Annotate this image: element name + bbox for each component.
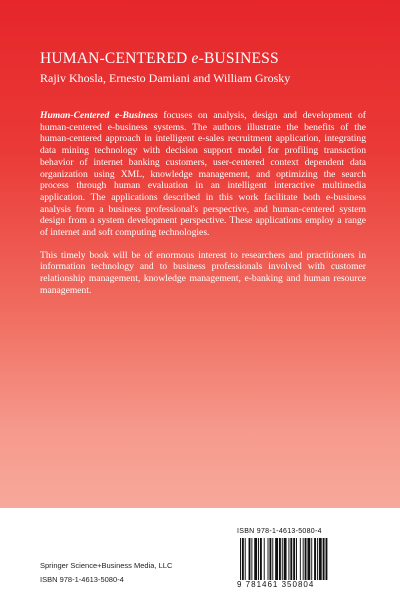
barcode-icon [238,538,358,580]
description-paragraph-2: This timely book will be of enormous interest to researchers and practitioners in information technology and to business professionals involved with customer relationship management, knowledge management, e-banking and human resource management. [40,249,366,296]
description-paragraph-1 [40,110,366,239]
isbn-label: ISBN 978-1-4613-5080-4 [40,575,124,584]
description-paragraph-1-text: focuses on analysis, design and development of human-centered e-business systems. The authors illustrate the benefits of the human-centered approach in intelligent e-sales recruitment application, integrating data mining technology with decision support model for profiling transaction behavior of internet banking customers, user-centered context dependent data organization using XML, knowledge management, and optimizing the search process through human evaluation in an intelligent interactive multimedia application. The applications described in this work facilitate both e-business analysis from a business professional's perspective, and human-centered system design from a system development perspective. These applications employ a range of internet and soft computing technologies. [40,110,366,239]
book-title [40,50,279,68]
authors: Rajiv Khosla, Ernesto Damiani and William Grosky [40,71,291,85]
publisher-name: Springer Science+Business Media, LLC [40,561,173,570]
title-e: e [191,50,199,67]
title-prefix: HUMAN-CENTERED [40,50,192,67]
description [40,110,366,308]
barcode-digits: 9 781461 350804 [237,580,315,589]
description-lead: Human-Centered e-Business [40,110,158,121]
title-suffix: -BUSINESS [198,50,279,67]
barcode-isbn: ISBN 978-1-4613-5080-4 [237,528,322,535]
